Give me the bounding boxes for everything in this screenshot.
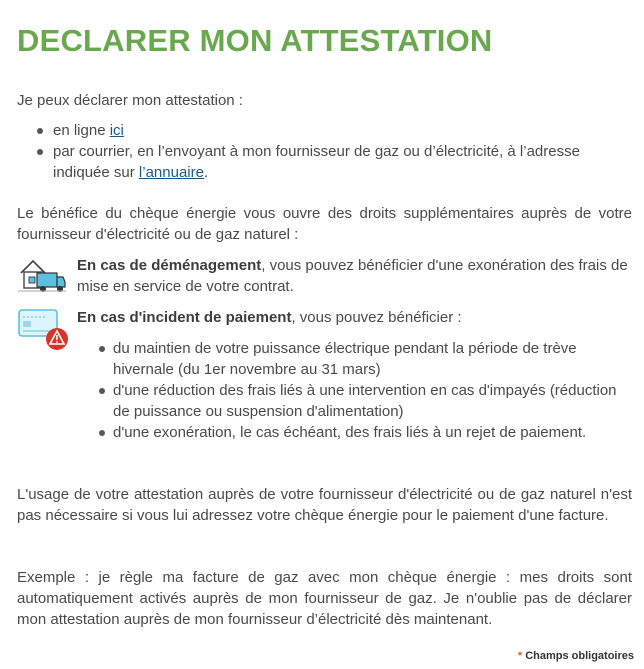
required-fields-note [518, 649, 634, 663]
moving-description: , vous pouvez bénéficier d'une exonération des frais de mise en service de votre contrat. [77, 257, 628, 295]
list-item: d'une réduction des frais liés à une intervention en cas d'impayés (réduction de puissance ou suspension d'alimentation) [77, 380, 617, 422]
page-title: DECLARER MON ATTESTATION [17, 23, 493, 58]
house-truck-icon [17, 255, 67, 301]
list-item-mail [17, 141, 617, 183]
payment-title: En cas d'incident de paiement [77, 309, 292, 326]
required-label: Champs obligatoires [525, 650, 634, 662]
example-text: Exemple : je règle ma facture de gaz avec mon chèque énergie : mes droits sont automatiquement activés auprès de mon fournisseur de gaz. Je n'oublie pas de déclarer mon attestation auprès de mon fournisseur d’électricité dès maintenant. [17, 569, 632, 628]
payment-text [77, 307, 632, 328]
mail-suffix: . [203, 164, 209, 181]
required-star: * [517, 650, 523, 662]
list-item: d'une exonération, le cas échéant, des frais liés à un rejet de paiement. [77, 422, 617, 443]
list-item: du maintien de votre puissance électrique pendant la période de trève hivernale (du 1er novembre au 31 mars) [77, 338, 617, 380]
payment-benefits-list [77, 338, 617, 443]
usage-text: L'usage de votre attestation auprès de votre fournisseur d'électricité ou de gaz naturel n'est pas nécessaire si vous lui adressez votre chèque énergie pour le paiement d'une facture. [17, 486, 632, 524]
moving-text [77, 255, 632, 297]
payment-description: , vous pouvez bénéficier : [291, 309, 462, 326]
mail-text: par courrier, en l’envoyant à mon fournisseur de gaz ou d’électricité, à l’adresse indiquée sur [53, 143, 580, 181]
online-text: en ligne [53, 122, 110, 139]
benefit-text: Le bénéfice du chèque énergie vous ouvre des droits supplémentaires auprès de votre fournisseur d'électricité ou de gaz naturel : [17, 205, 632, 243]
moving-title: En cas de déménagement [77, 257, 262, 274]
online-link[interactable]: ici [109, 122, 124, 139]
list-item-online [17, 120, 617, 141]
card-warning-icon [17, 307, 71, 357]
intro-text: Je peux déclarer mon attestation : [17, 92, 243, 109]
declaration-methods-list [17, 120, 617, 183]
directory-link[interactable]: l’annuaire [138, 164, 204, 181]
